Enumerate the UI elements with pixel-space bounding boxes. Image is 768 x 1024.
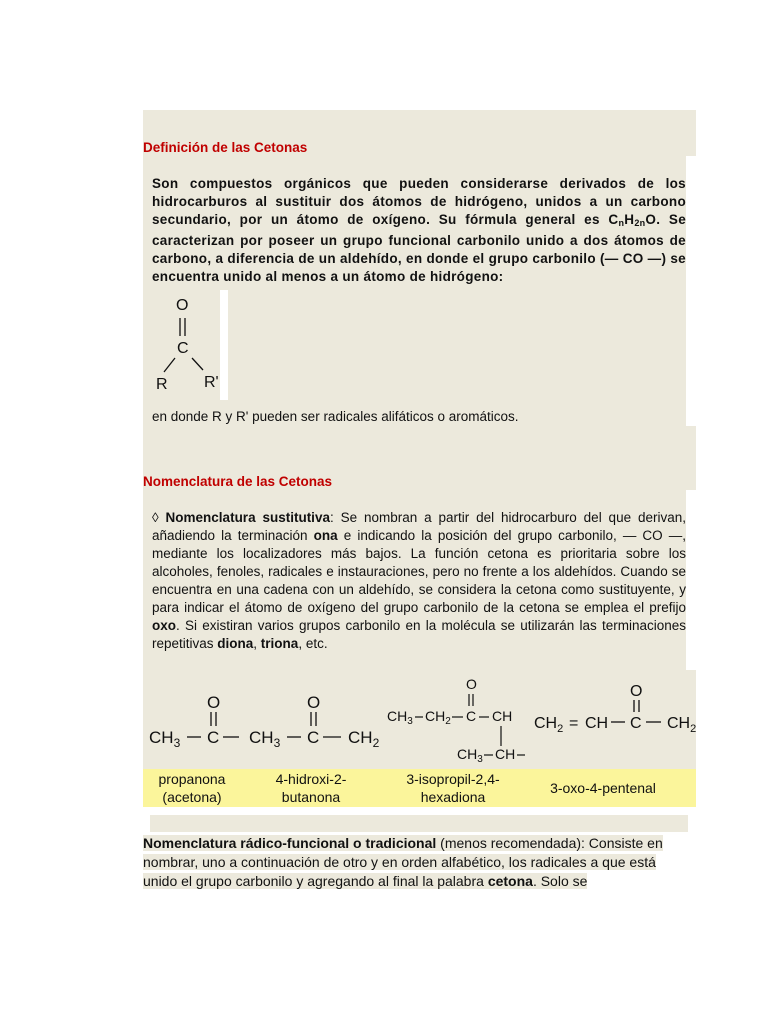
definition-text-a: Son compuestos orgánicos que pueden considerarse derivados de los hidrocarburos al sustituir dos átomos de hidrógeno, unidos a un carbono secundario, por un átomo de oxígeno. Su fórmula general es C xyxy=(152,176,686,227)
ketone-general-structure xyxy=(148,290,228,400)
name-propanona-l2: (acetona) xyxy=(162,789,222,805)
nomenclature-text-1: : Se nombran a partir del hidrocarburo del que derivan, añadiendo la terminación xyxy=(152,510,686,543)
s2-ch2: CH xyxy=(348,728,373,747)
s4-sub2b: 2 xyxy=(690,723,696,735)
etc: , etc. xyxy=(298,636,328,651)
structure-hidroxibutanona xyxy=(249,693,380,750)
r-prime-label: R' xyxy=(204,374,219,391)
s1-c: C xyxy=(207,728,220,747)
svg-text:CH2 xyxy=(348,728,380,750)
s2-ch3: CH xyxy=(249,728,274,747)
svg-text:CH3 xyxy=(249,728,281,750)
term-cetona: cetona xyxy=(487,873,533,889)
s4-ch2: CH xyxy=(534,715,558,732)
term-diona: diona xyxy=(217,636,254,651)
diamond-bullet: ◊ xyxy=(152,510,159,525)
definition-text-b: O. Se caracterizan por poseer un grupo funcional carbonilo unido a dos átomos de carbono, a diferencia de un aldehído, en donde el grupo carbonilo (— CO —) se encuentra unido al menos a un átomo de hidrógeno: xyxy=(152,212,686,284)
radicofunctional-paragraph xyxy=(143,834,683,891)
spacer-band xyxy=(150,815,688,832)
name-isopropilhexadiona xyxy=(388,770,518,806)
name-oxopentenal-l1: 3-oxo-4-pentenal xyxy=(550,780,656,796)
s3-sub3b: 3 xyxy=(477,754,483,765)
name-isopropilhexadiona-l1: 3-isopropil-2,4- xyxy=(406,771,500,787)
s2-c: C xyxy=(307,728,320,747)
svg-text:CH3 xyxy=(149,728,181,750)
formula-sub-n: n xyxy=(618,218,625,228)
term-ona: ona xyxy=(313,528,338,543)
s3-chb: CH xyxy=(495,746,516,762)
s1-ch3: CH xyxy=(149,728,174,747)
structure-propanona xyxy=(149,693,239,750)
s2-sub3: 3 xyxy=(273,736,281,750)
nomenclature-text-3: . Si existiran varios grupos carbonilo en la molécula se utilizarán las terminaciones repetitivas xyxy=(152,618,686,651)
definition-paragraph xyxy=(152,175,686,286)
carbon-label: C xyxy=(177,340,189,357)
s3-sub3: 3 xyxy=(407,716,413,727)
structure-isopropilhexadiona xyxy=(387,676,525,765)
s4-o: O xyxy=(630,683,643,700)
oxygen-label: O xyxy=(176,297,189,314)
s3-ch2: CH xyxy=(425,708,446,724)
s3-c: C xyxy=(466,708,477,724)
nomenclature-paragraph xyxy=(152,509,686,653)
name-propanona xyxy=(143,770,241,806)
name-isopropilhexadiona-l2: hexadiona xyxy=(420,789,486,805)
s3-ch: CH xyxy=(492,708,513,724)
name-propanona-l1: propanona xyxy=(158,771,226,787)
compound-names-row xyxy=(143,769,696,807)
radicals-note: en donde R y R' pueden ser radicales alifáticos o aromáticos. xyxy=(152,409,519,424)
s3-ch3: CH xyxy=(387,708,408,724)
name-hidroxibutanona xyxy=(256,770,366,806)
s4-sub2: 2 xyxy=(557,723,564,735)
s4-ch2b: CH xyxy=(667,715,691,732)
r-label: R xyxy=(156,376,168,393)
svg-text:CH2 xyxy=(534,715,563,735)
term-oxo: oxo xyxy=(152,618,177,633)
name-oxopentenal xyxy=(538,779,668,797)
definition-heading: Definición de las Cetonas xyxy=(143,140,308,155)
name-hidroxibutanona-l1: 4-hidroxi-2- xyxy=(275,771,347,787)
nomenclature-text-2: e indicando la posición del grupo carbonilo, — CO —, mediante los localizadores más bajos. La función cetona es prioritaria sobre los alcoholes, fenoles, radicales e instauraciones, pero no frente a los aldehídos. Cuando se encuentra en una cadena con un aldehído, se considera la cetona como sustituyente, y para indicar el átomo de oxígeno del grupo carbonilo de la cetona se emplea el prefijo xyxy=(152,528,686,615)
comma: , xyxy=(253,636,261,651)
s2-sub2: 2 xyxy=(372,736,380,750)
svg-text:CH2 xyxy=(425,708,451,727)
formula-sub-2n: 2n xyxy=(634,218,646,228)
svg-text:CH3 xyxy=(457,746,483,765)
term-triona: triona xyxy=(260,636,299,651)
term-sustitutiva: Nomenclatura sustitutiva xyxy=(165,510,330,525)
svg-text:CH2 xyxy=(667,715,696,735)
s1-sub3: 3 xyxy=(173,736,181,750)
ketone-structures xyxy=(143,670,696,769)
radicofunctional-text-1: (menos recomendada): Consiste en nombrar, uno a continuación de otro y en orden alfabético, los radicales a que está unido el grupo carbonilo y agregando al final la palabra xyxy=(143,835,663,889)
s3-ch3b: CH xyxy=(457,746,478,762)
s4-eq: = xyxy=(569,715,579,732)
nomenclature-heading: Nomenclatura de las Cetonas xyxy=(143,474,333,489)
structure-oxopentenal xyxy=(534,683,696,735)
name-hidroxibutanona-l2: butanona xyxy=(281,789,341,805)
s1-o: O xyxy=(207,693,221,712)
svg-text:CH3 xyxy=(387,708,413,727)
s4-ch: CH xyxy=(585,715,609,732)
term-radicofunctional: Nomenclatura rádico-funcional o tradicional xyxy=(143,835,437,851)
radicofunctional-text-2: . Solo se xyxy=(532,873,588,889)
s3-o: O xyxy=(466,676,477,692)
s4-c: C xyxy=(630,715,642,732)
s3-sub2: 2 xyxy=(445,716,451,727)
s2-o: O xyxy=(307,693,321,712)
formula-h: H xyxy=(624,212,635,227)
